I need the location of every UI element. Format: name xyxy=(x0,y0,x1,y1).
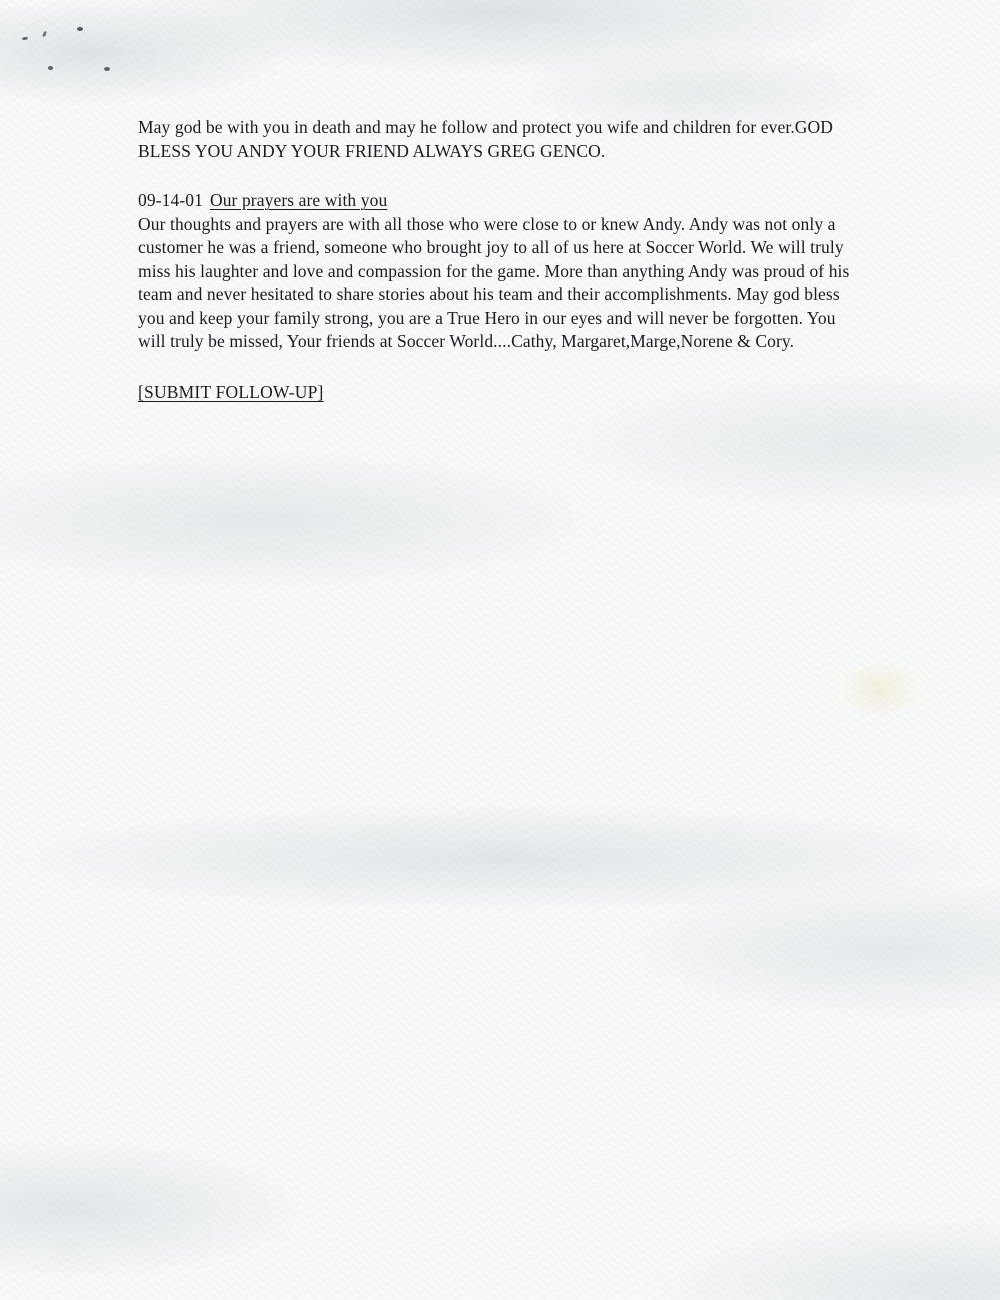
submit-follow-up-link[interactable]: [SUBMIT FOLLOW-UP] xyxy=(138,381,324,402)
ink-speck xyxy=(77,27,83,31)
guestbook-text-block xyxy=(138,116,864,404)
entry-body: Our thoughts and prayers are with all those who were close to or knew Andy. Andy was not only a customer he was a friend, someone who brought joy to all of us here at Soccer World. We will truly miss his laughter and love and compassion for the game. More than anything Andy was proud of his team and never hesitated to share stories about his team and their accomplishments. May god bless you and keep your family strong, you are a True Hero in our eyes and will never be forgotten. You will truly be missed, Your friends at Soccer World....Cathy, Margaret,Marge,Norene & Cory. xyxy=(138,213,850,351)
ink-speck xyxy=(42,31,47,38)
ink-speck xyxy=(104,67,110,71)
entry-heading xyxy=(138,189,864,213)
entry-date: 09-14-01 xyxy=(138,190,203,210)
message-continuation-text: May god be with you in death and may he follow and protect you wife and children for ever.GOD BLESS YOU ANDY YOUR FRIEND ALWAYS GREG GENCO. xyxy=(138,117,834,161)
submit-follow-up-line xyxy=(138,381,864,405)
ink-speck xyxy=(22,37,28,41)
ink-speck xyxy=(48,66,53,70)
entry-title-link[interactable]: Our prayers are with you xyxy=(209,190,388,210)
